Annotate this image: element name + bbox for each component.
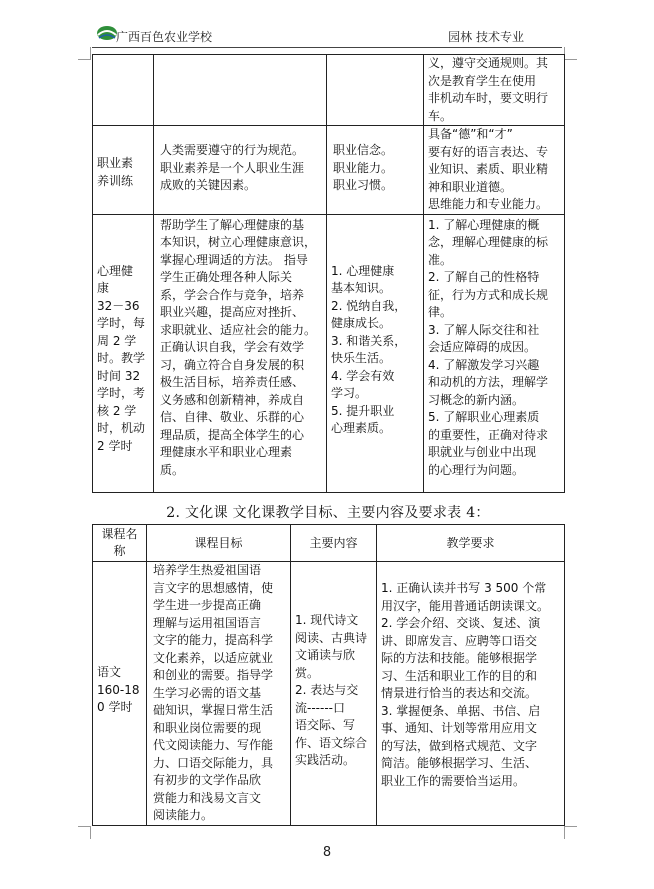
text-line: 人类需要遵守的行为规范。 — [160, 143, 305, 157]
text-line: 理解与运用祖国语言 — [153, 615, 262, 630]
table-row — [93, 214, 565, 492]
text-line: 习概念的新内涵。 — [428, 392, 525, 407]
text-line: 学生正确处理各种人际关 — [160, 270, 293, 284]
text-line: 3. 了解人际交往和社 — [428, 322, 540, 337]
text-line: 语文 — [97, 665, 122, 679]
text-line: 1. 正确认读并书写 3 500 个常 — [381, 581, 547, 595]
text-line: 律。 — [428, 305, 453, 319]
text-line: 会适应障碍的成因。 — [428, 340, 537, 354]
text-line: 有初步的文学作品欣 — [153, 773, 262, 787]
text-line: 职业能力。 — [333, 160, 394, 175]
text-line: 心理素质。 — [331, 421, 392, 435]
text-line: 具备“德”和“才” — [428, 127, 513, 141]
text-line: 帮助学生了解心理健康的基 — [160, 217, 305, 232]
text-line: 生学习必需的语文基 — [153, 685, 262, 700]
text-line: 职业兴趣，提高应对挫折、 — [160, 305, 305, 319]
text-line: 信、自律、敬业、乐群的心 — [160, 410, 305, 424]
text-line: 2. 了解自己的性格特 — [428, 270, 540, 284]
text-line: 简洁。能够根据学习、生活、 — [381, 756, 538, 770]
text-line: 习，确立符合自身发展的积 — [160, 357, 305, 372]
course-name-cell — [93, 55, 154, 126]
text-line: 心理健 — [97, 263, 134, 278]
text-line: 语交际、写 — [295, 718, 356, 732]
text-line: 周 2 学 — [97, 333, 137, 348]
course-goal-cell — [154, 55, 327, 126]
text-line: 业知识、素质、职业精 — [428, 162, 549, 176]
text-line: 2. 学会介绍、交谈、复述、演 — [381, 616, 541, 630]
text-line: 准。 — [428, 252, 453, 267]
text-line: 1. 现代诗文 — [295, 613, 359, 627]
column-header-teaching-requirement: 教学要求 — [377, 525, 565, 562]
text-line: 职业信念。 — [333, 143, 394, 157]
text-line: 时间 32 — [97, 368, 141, 383]
culture-course-table — [92, 524, 565, 826]
table-header-row — [93, 525, 565, 562]
text-line: 次是教育学生在使用 — [428, 73, 537, 88]
text-line: 征，行为方式和成长规 — [428, 287, 549, 302]
text-line: 掌握心理调适的方法。 指导 — [160, 252, 308, 267]
course-requirement-cell — [424, 55, 565, 126]
table-caption: 2. 文化课 文化课教学目标、主要内容及要求表 4： — [166, 505, 490, 521]
text-line: 极生活目标，培养责任感、 — [160, 375, 305, 389]
course-requirement-cell — [377, 562, 565, 826]
text-line: 流------口 — [295, 700, 345, 715]
text-line: 力、口语交际能力，具 — [153, 755, 274, 770]
crop-mark — [564, 826, 577, 839]
text-line: 成败的关键因素。 — [160, 178, 257, 192]
text-line: 理品质，提高全体学生的心 — [160, 427, 305, 442]
table-row — [93, 562, 565, 826]
text-line: 和创业的需要。指导学 — [153, 668, 274, 682]
text-line: 神和职业道德。 — [428, 179, 513, 194]
text-line: 实践活动。 — [295, 753, 356, 767]
text-line: 职业素养是一个人职业生涯 — [160, 160, 305, 175]
text-line: 思维能力和专业能力。 — [428, 197, 549, 211]
text-line: 养训练 — [97, 173, 134, 188]
text-line: 和动机的方法，理解学 — [428, 375, 549, 389]
text-line: 职业素 — [97, 156, 134, 170]
text-line: 4. 学会有效 — [331, 368, 395, 383]
text-line: 学时，每 — [97, 316, 146, 330]
text-line: 本知识，树立心理健康意识， — [160, 235, 317, 249]
text-line: 3. 和谐关系， — [331, 333, 407, 348]
page-header — [92, 20, 562, 46]
text-line: 要有好的语言表达、专 — [428, 144, 549, 159]
course-requirement-cell — [424, 126, 565, 215]
text-line: 时，机动 — [97, 421, 146, 435]
text-line: 的重要性，正确对待求 — [428, 427, 549, 442]
text-line: 义，遵守交通规则。其 — [428, 56, 549, 70]
text-line: 课程名 — [101, 527, 138, 541]
crop-mark — [78, 47, 91, 60]
text-line: 赏。 — [295, 665, 320, 680]
text-line: 学习。 — [331, 386, 368, 400]
text-line: 代文阅读能力、写作能 — [153, 738, 274, 752]
course-content-cell — [291, 562, 377, 826]
text-line: 文化素养，以适应就业 — [153, 650, 274, 665]
text-line: 赏能力和浅易文言文 — [153, 790, 262, 805]
text-line: 情景进行恰当的表达和交流。 — [381, 686, 538, 700]
school-logo-icon — [96, 23, 118, 43]
text-line: 32－36 — [97, 298, 140, 313]
text-line: 称 — [113, 544, 126, 558]
text-line: 培养学生热爱祖国语 — [153, 563, 262, 577]
text-line: 基本知识。 — [331, 281, 392, 295]
text-line: 理健康水平和职业心理素 — [160, 445, 293, 459]
text-line: 4. 了解激发学习兴趣 — [428, 357, 540, 372]
text-line: 快乐生活。 — [331, 351, 392, 365]
header-rule — [92, 47, 562, 48]
text-line: 文字的能力，提高科学 — [153, 633, 274, 647]
course-content-cell — [327, 126, 424, 215]
text-line: 作、语文综合 — [295, 735, 368, 750]
text-line: 1. 心理健康 — [331, 263, 395, 278]
text-line: 用汉字，能用普通话朗读课文。 — [381, 598, 550, 613]
table-row — [93, 126, 565, 215]
column-header-course-goal: 课程目标 — [147, 525, 291, 562]
text-line: 的心理行为问题。 — [428, 462, 525, 477]
major-name: 园林 技术专业 — [448, 30, 524, 44]
course-goal-cell — [154, 126, 327, 215]
text-line: 学时，考 — [97, 386, 146, 400]
text-line: 3. 掌握便条、单据、书信、启 — [381, 703, 541, 718]
course-content-cell — [327, 214, 424, 492]
text-line: 阅读能力。 — [153, 808, 214, 822]
text-line: 非机动车时，要文明行 — [428, 91, 549, 105]
text-line: 讲、即席发言、应聘等口语交 — [381, 633, 538, 648]
course-name-cell — [93, 214, 154, 492]
text-line: 文诵读与欣 — [295, 648, 356, 662]
page-number: 8 — [322, 845, 332, 860]
course-requirement-cell — [424, 214, 565, 492]
text-line: 学生进一步提高正确 — [153, 598, 262, 612]
professional-course-table — [92, 54, 565, 493]
school-name: 广西百色农业学校 — [116, 30, 213, 44]
text-line: 0 学时 — [97, 700, 133, 714]
column-header-course-name — [93, 525, 147, 562]
text-line: 础知识，掌握日常生活 — [153, 703, 274, 717]
course-name-cell — [93, 562, 147, 826]
text-line: 言文字的思想感情，使 — [153, 580, 274, 595]
text-line: 事、通知、计划等常用应用文 — [381, 721, 538, 735]
text-line: 2. 悦纳自我， — [331, 298, 407, 313]
crop-mark — [564, 47, 577, 60]
text-line: 核 2 学 — [97, 403, 137, 418]
text-line: 职业工作的需要恰当运用。 — [381, 773, 526, 788]
text-line: 义务感和创新精神，养成自 — [160, 392, 305, 407]
text-line: 1. 了解心理健康的概 — [428, 217, 540, 232]
text-line: 职业习惯。 — [333, 178, 394, 192]
text-line: 2 学时 — [97, 438, 133, 453]
text-line: 系，学会合作与竞争，培养 — [160, 287, 305, 302]
text-line: 求职就业、适应社会的能力。 — [160, 322, 317, 337]
text-line: 际的方法和技能。能够根据学 — [381, 651, 538, 665]
text-line: 质。 — [160, 462, 185, 477]
course-content-cell — [327, 55, 424, 126]
text-line: 阅读、古典诗 — [295, 630, 368, 645]
text-line: 念，理解心理健康的标 — [428, 235, 549, 249]
crop-mark — [78, 826, 91, 839]
text-line: 5. 了解职业心理素质 — [428, 410, 540, 424]
text-line: 职就业与创业中出现 — [428, 445, 537, 459]
text-line: 的写法，做到格式规范、文字 — [381, 738, 538, 753]
course-goal-cell — [147, 562, 291, 826]
column-header-main-content: 主要内容 — [291, 525, 377, 562]
text-line: 康 — [97, 281, 110, 295]
table-row — [93, 55, 565, 126]
text-line: 5. 提升职业 — [331, 403, 395, 418]
course-goal-cell — [154, 214, 327, 492]
text-line: 健康成长。 — [331, 316, 392, 330]
text-line: 和职业岗位需要的现 — [153, 720, 262, 735]
text-line: 2. 表达与交 — [295, 683, 359, 697]
course-name-cell — [93, 126, 154, 215]
text-line: 时。教学 — [97, 351, 146, 365]
text-line: 车。 — [428, 108, 453, 123]
text-line: 正确认识自我，学会有效学 — [160, 340, 305, 354]
text-line: 习、生活和职业工作的目的和 — [381, 668, 538, 683]
text-line: 160-18 — [97, 682, 140, 697]
